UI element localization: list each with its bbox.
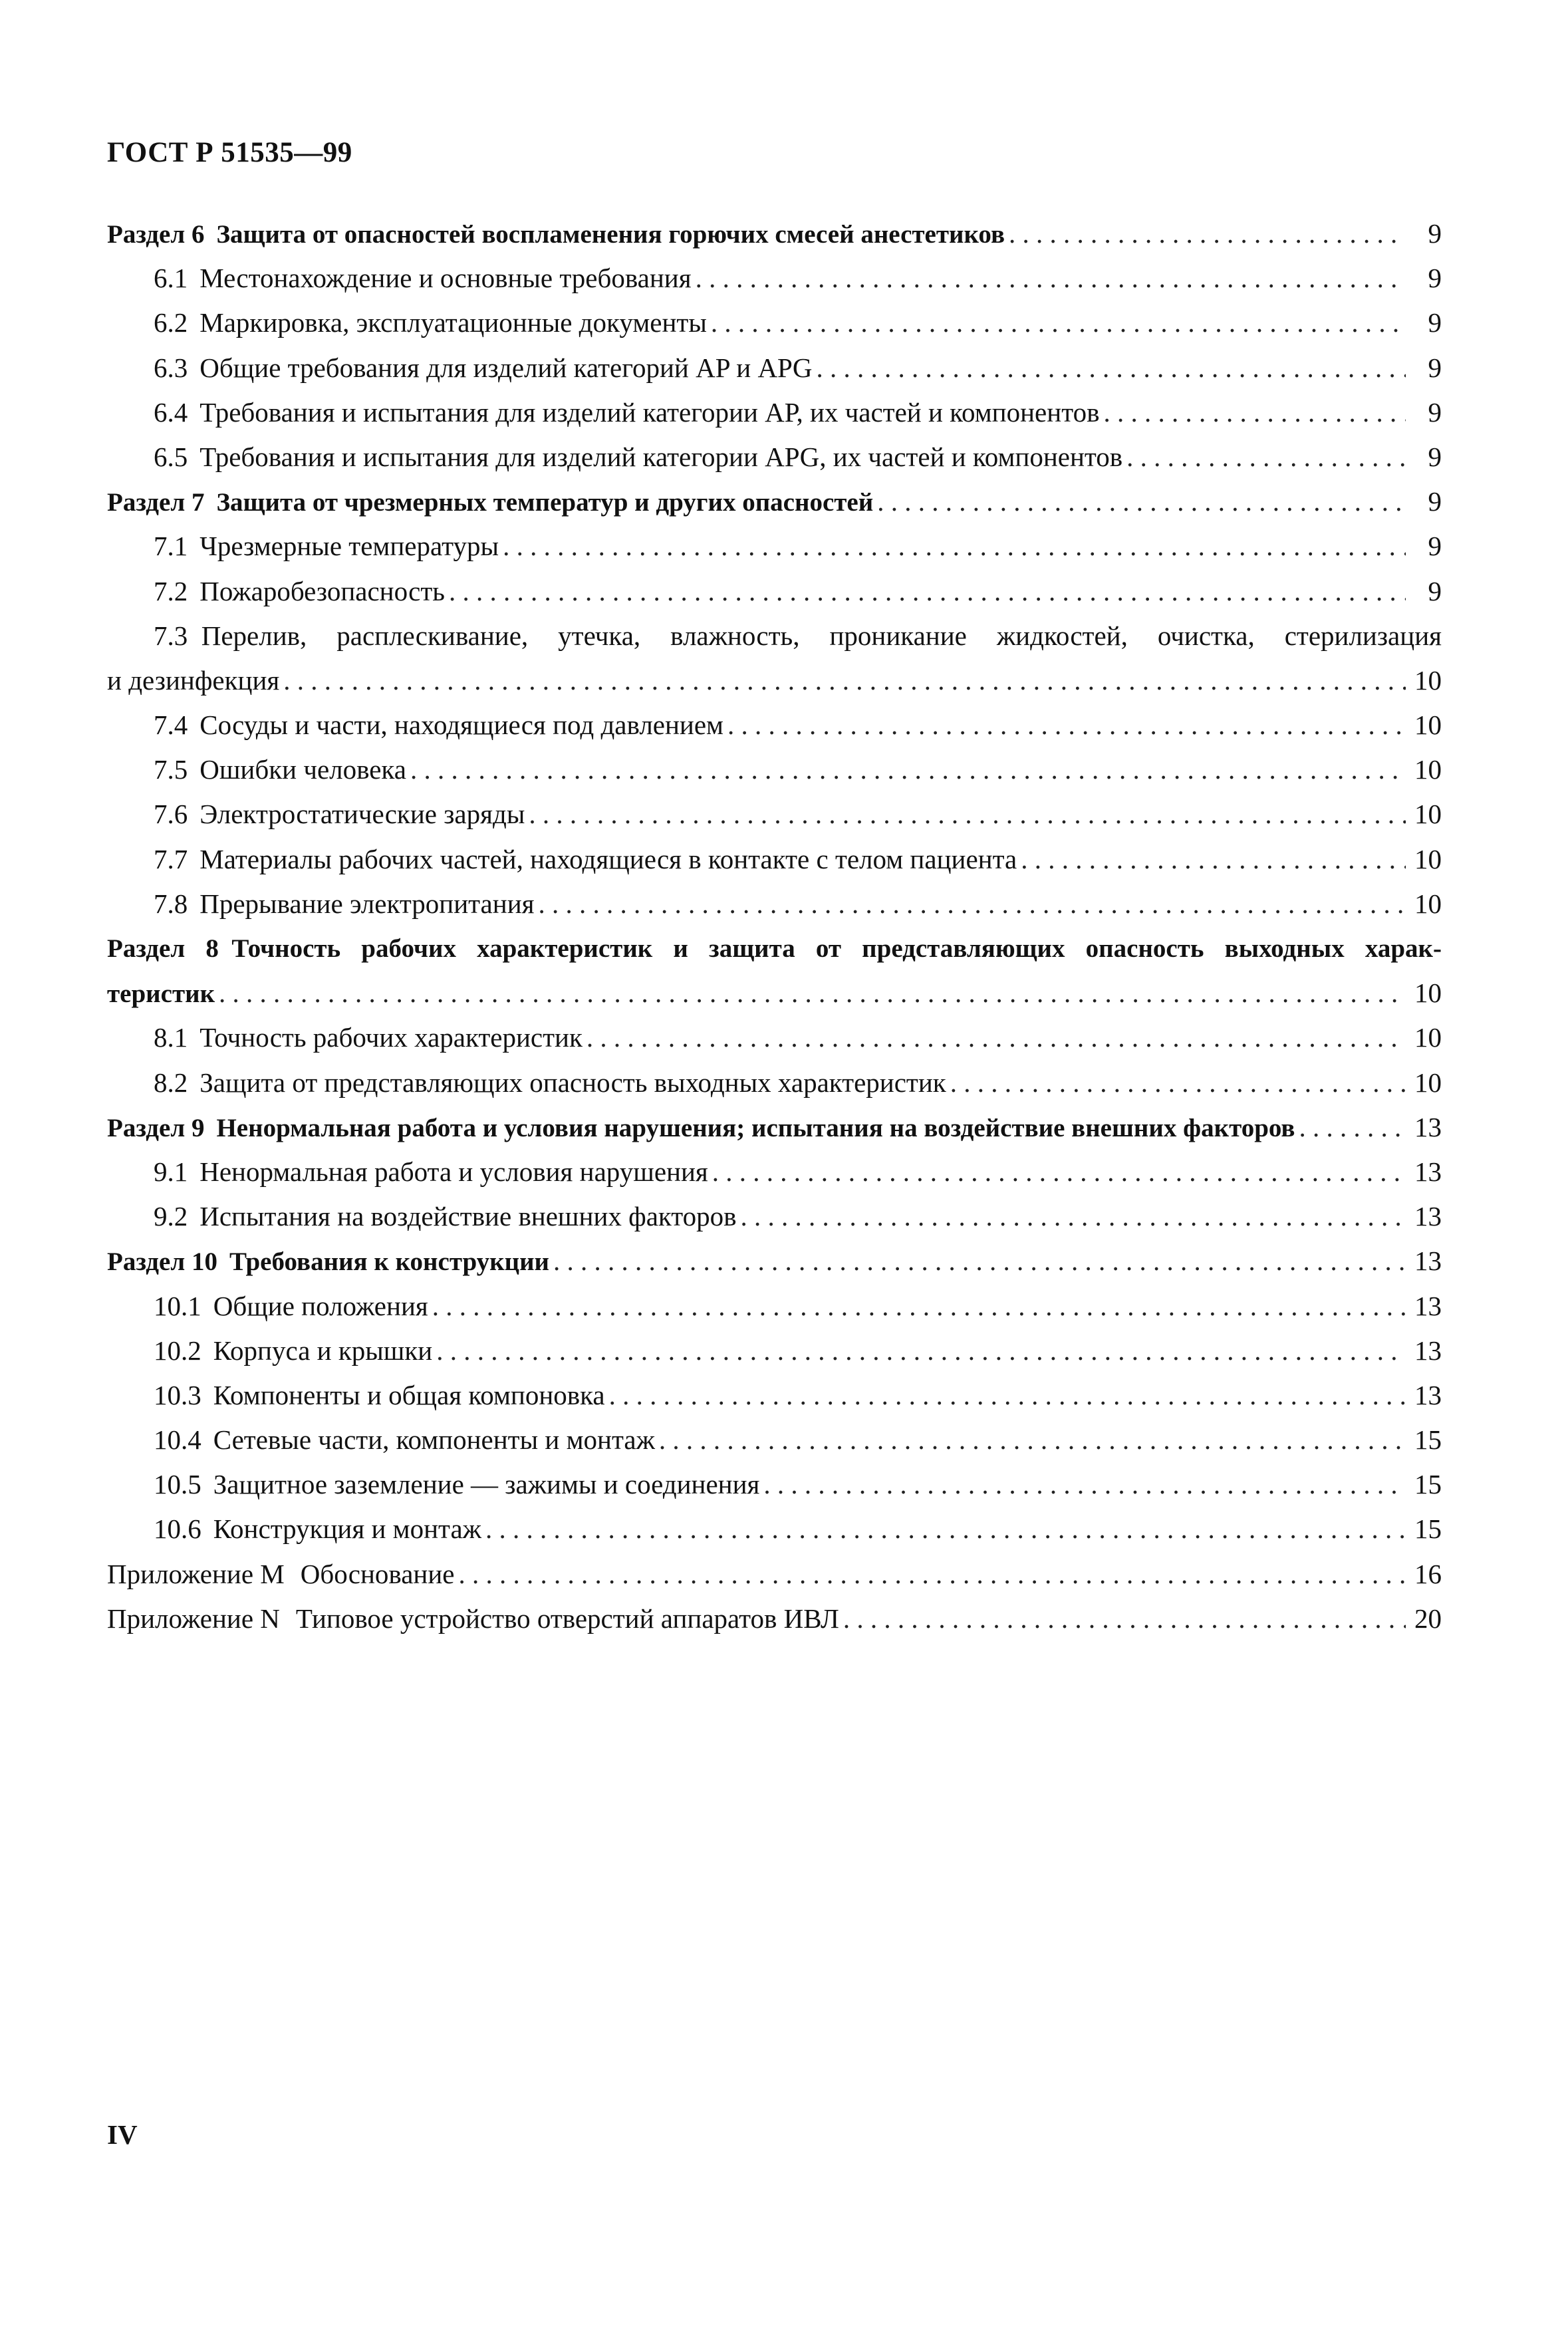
toc-entry-page: 15 (1414, 1513, 1442, 1545)
dot-leader (816, 346, 1406, 390)
toc-entry-page: 10 (1414, 1067, 1442, 1098)
toc-entry[interactable] (107, 747, 1442, 792)
toc-entry[interactable] (107, 1150, 1442, 1194)
toc-section-entry[interactable] (107, 479, 1442, 524)
toc-entry-page: 10 (1414, 664, 1442, 696)
toc-entry-page: 10 (1414, 1022, 1442, 1053)
toc-entry[interactable] (107, 1061, 1442, 1105)
toc-entry-page: 9 (1428, 218, 1442, 249)
toc-entry-page: 9 (1428, 486, 1442, 517)
toc-entry-number: 7.5 (154, 754, 188, 785)
toc-entry-page: 20 (1414, 1603, 1442, 1634)
toc-entry-page: 13 (1414, 1156, 1442, 1187)
toc-entry[interactable] (107, 882, 1442, 926)
toc-entry-title: Маркировка, эксплуатационные документы (199, 307, 707, 338)
toc-entry[interactable] (107, 569, 1442, 614)
toc-entry-title: Чрезмерные температуры (199, 531, 499, 562)
dot-leader (1021, 837, 1406, 882)
toc-entry-title: Защита от опасностей воспламенения горючих смесей анестетиков (216, 220, 1005, 249)
dot-leader (485, 1507, 1406, 1551)
toc-entry-page: 9 (1428, 575, 1442, 606)
toc-entry-number: Раздел 6 (107, 220, 205, 249)
toc-entry-number: 10.1 (154, 1290, 201, 1321)
dot-leader (659, 1418, 1406, 1462)
dot-leader (877, 479, 1406, 524)
toc-entry-number: 10.6 (154, 1513, 201, 1545)
toc-entry[interactable] (107, 1462, 1442, 1507)
toc-entry-number: Раздел 7 (107, 488, 205, 517)
toc-entry-number: 8.1 (154, 1022, 188, 1053)
toc-entry-number: 6.4 (154, 396, 188, 428)
toc-entry-number: Раздел 8 (107, 934, 219, 963)
toc-entry-title: Требования и испытания для изделий категории АР, их частей и компонентов (199, 396, 1100, 428)
toc-entry-title: Защита от представляющих опасность выходных характеристик (199, 1067, 946, 1098)
toc-entry-title-continuation: теристик (107, 979, 215, 1009)
dot-leader (449, 569, 1406, 614)
toc-entry-number: 7.8 (154, 888, 188, 919)
dot-leader (219, 971, 1406, 1015)
toc-entry-page: 9 (1428, 531, 1442, 562)
toc-entry[interactable] (107, 256, 1442, 301)
toc-entry[interactable] (107, 1284, 1442, 1329)
dot-leader (727, 703, 1406, 747)
toc-entry-page: 16 (1414, 1558, 1442, 1589)
toc-appendix-entry[interactable] (107, 1552, 1442, 1597)
toc-entry[interactable] (107, 524, 1442, 569)
toc-entry[interactable] (107, 1373, 1442, 1418)
dot-leader (553, 1239, 1406, 1283)
toc-entry-number: 7.7 (154, 843, 188, 874)
toc-appendix-entry[interactable] (107, 1597, 1442, 1641)
toc-entry[interactable] (107, 614, 1442, 703)
toc-entry-title: Ненормальная работа и условия нарушения; испытания на воздействие внешних факторов (216, 1113, 1295, 1142)
toc-entry-number: 6.5 (154, 441, 188, 472)
toc-entry-number: 7.1 (154, 531, 188, 562)
toc-entry-page: 9 (1428, 263, 1442, 294)
toc-entry-page: 15 (1414, 1469, 1442, 1500)
toc-entry-page: 13 (1414, 1201, 1442, 1232)
toc-entry-title: Требования и испытания для изделий категории APG, их частей и компонентов (199, 441, 1123, 472)
toc-entry-number: Раздел 10 (107, 1247, 217, 1277)
toc-entry[interactable] (107, 390, 1442, 435)
toc-entry[interactable] (107, 837, 1442, 882)
toc-entry-title: Прерывание электропитания (199, 888, 535, 919)
dot-leader (712, 1150, 1406, 1194)
toc-entry-number: 8.2 (154, 1067, 188, 1098)
toc-entry-page: 13 (1414, 1111, 1442, 1142)
toc-entry-page: 10 (1414, 799, 1442, 830)
dot-leader (503, 524, 1406, 569)
toc-entry[interactable] (107, 1418, 1442, 1462)
toc-entry-title: Электростатические заряды (199, 799, 525, 830)
toc-entry-title: Требования к конструкции (229, 1247, 550, 1277)
toc-entry-page: 9 (1428, 441, 1442, 472)
page-number: IV (107, 2119, 138, 2150)
toc-entry-number: Приложение N (107, 1603, 280, 1634)
toc-entry-title: Конструкция и монтаж (213, 1513, 482, 1545)
toc-entry-title: Сетевые части, компоненты и монтаж (213, 1424, 655, 1456)
toc-entry[interactable] (107, 435, 1442, 479)
dot-leader (1009, 211, 1406, 256)
toc-entry-title: Типовое устройство отверстий аппаратов ИВЛ (295, 1603, 839, 1634)
toc-entry-title: Корпуса и крышки (213, 1335, 433, 1366)
toc-section-entry[interactable] (107, 1105, 1442, 1150)
toc-entry[interactable] (107, 926, 1442, 1015)
dot-leader (432, 1284, 1406, 1329)
table-of-contents (107, 211, 1442, 1641)
dot-leader (950, 1061, 1406, 1105)
toc-entry-page: 9 (1428, 352, 1442, 383)
toc-entry-title: Материалы рабочих частей, находящиеся в контакте с телом пациента (199, 843, 1017, 874)
toc-entry-number: 7.4 (154, 710, 188, 741)
toc-entry-title: Компоненты и общая компоновка (213, 1379, 605, 1410)
toc-entry-number: 6.2 (154, 307, 188, 338)
toc-entry-page: 15 (1414, 1424, 1442, 1456)
toc-entry-page: 10 (1414, 843, 1442, 874)
toc-entry-number: 10.2 (154, 1335, 201, 1366)
toc-entry-page: 10 (1414, 977, 1442, 1009)
toc-section-entry[interactable] (107, 211, 1442, 256)
toc-entry-number: Раздел 9 (107, 1113, 205, 1142)
dot-leader (539, 882, 1406, 926)
dot-leader (436, 1329, 1406, 1373)
toc-entry-page: 13 (1414, 1245, 1442, 1277)
toc-entry-title: Пожаробезопасность (199, 575, 445, 606)
toc-entry-number: 6.3 (154, 352, 188, 383)
dot-leader (587, 1015, 1406, 1060)
document-header: ГОСТ Р 51535—99 (107, 137, 352, 168)
toc-entry-number: Приложение М (107, 1558, 285, 1589)
dot-leader (763, 1462, 1406, 1507)
dot-leader (843, 1597, 1406, 1641)
toc-entry-page: 10 (1414, 888, 1442, 919)
toc-entry-number: 9.2 (154, 1201, 188, 1232)
toc-entry-title: Сосуды и части, находящиеся под давлением (199, 710, 723, 741)
toc-entry[interactable] (107, 1329, 1442, 1373)
toc-entry[interactable] (107, 703, 1442, 747)
toc-entry-number: 7.6 (154, 799, 188, 830)
toc-entry-title: Местонахождение и основные требования (199, 263, 692, 294)
toc-entry-title: Перелив, расплескивание, утечка, влажность, проникание жидкостей, очистка, стерилизация (201, 620, 1442, 651)
toc-entry-page: 13 (1414, 1335, 1442, 1366)
dot-leader (609, 1373, 1406, 1418)
toc-entry-title: Защитное заземление — зажимы и соединения (213, 1469, 760, 1500)
toc-entry-number: 7.2 (154, 575, 188, 606)
toc-entry-title: Испытания на воздействие внешних факторов (199, 1201, 737, 1232)
dot-leader (529, 792, 1406, 837)
dot-leader (741, 1194, 1406, 1239)
dot-leader (711, 301, 1406, 345)
dot-leader (283, 658, 1406, 703)
toc-entry-title: Точность рабочих характеристик (199, 1022, 583, 1053)
toc-entry-number: 9.1 (154, 1156, 188, 1187)
dot-leader (1103, 390, 1406, 435)
toc-entry-page: 13 (1414, 1290, 1442, 1321)
toc-entry-page: 9 (1428, 307, 1442, 338)
toc-entry-page: 9 (1428, 396, 1442, 428)
dot-leader (696, 256, 1406, 301)
toc-entry[interactable] (107, 301, 1442, 345)
toc-entry-page: 10 (1414, 754, 1442, 785)
toc-entry-title: Общие требования для изделий категорий AP и APG (199, 352, 813, 383)
dot-leader (459, 1552, 1406, 1597)
toc-entry[interactable] (107, 792, 1442, 837)
toc-entry-title-continuation: и дезинфекция (107, 664, 280, 696)
toc-entry-number: 6.1 (154, 263, 188, 294)
toc-entry-number: 7.3 (154, 620, 188, 651)
toc-entry-page: 13 (1414, 1379, 1442, 1410)
toc-entry-number: 10.5 (154, 1469, 201, 1500)
toc-entry-title: Ненормальная работа и условия нарушения (199, 1156, 708, 1187)
toc-entry[interactable] (107, 346, 1442, 390)
toc-entry[interactable] (107, 1507, 1442, 1551)
toc-entry-page: 10 (1414, 710, 1442, 741)
toc-entry-title: Точность рабочих характеристик и защита от представляющих опасность выходных харак- (231, 934, 1442, 963)
toc-entry[interactable] (107, 1015, 1442, 1060)
toc-entry[interactable] (107, 1194, 1442, 1239)
dot-leader (1299, 1105, 1406, 1150)
toc-entry-title: Обоснование (300, 1558, 455, 1589)
toc-entry-title: Общие положения (213, 1290, 428, 1321)
toc-entry-title: Ошибки человека (199, 754, 406, 785)
dot-leader (410, 747, 1406, 792)
toc-section-entry[interactable] (107, 1239, 1442, 1283)
toc-entry-title: Защита от чрезмерных температур и других опасностей (216, 488, 874, 517)
dot-leader (1126, 435, 1406, 479)
toc-entry-number: 10.3 (154, 1379, 201, 1410)
toc-entry-number: 10.4 (154, 1424, 201, 1456)
